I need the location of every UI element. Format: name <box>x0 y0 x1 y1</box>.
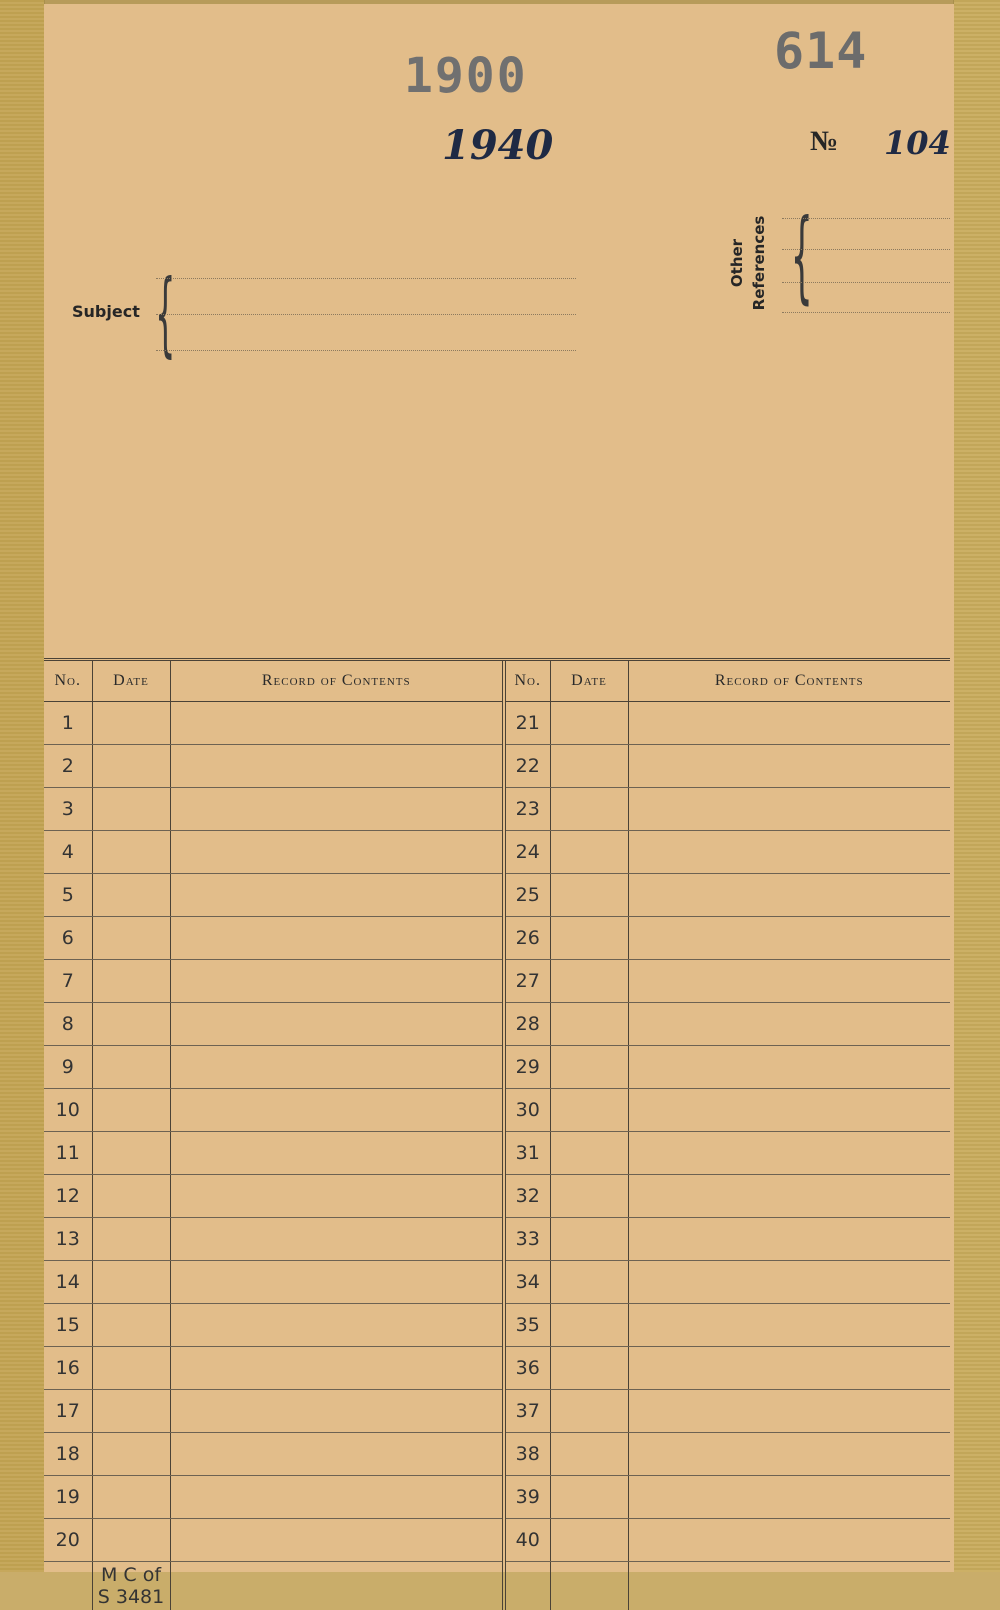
table-row <box>44 702 950 745</box>
row-number-right: 31 <box>504 1132 550 1175</box>
stamped-year: 1900 <box>404 48 528 104</box>
row-number-left: 11 <box>44 1132 92 1175</box>
table-row-footer <box>44 1562 950 1610</box>
date-cell[interactable] <box>92 1261 170 1304</box>
record-cell[interactable] <box>170 702 504 745</box>
date-cell[interactable] <box>92 831 170 874</box>
record-cell[interactable] <box>170 831 504 874</box>
footer-cell <box>44 1562 92 1610</box>
date-cell[interactable] <box>92 1132 170 1175</box>
date-cell[interactable] <box>550 1433 628 1476</box>
row-number-right: 30 <box>504 1089 550 1132</box>
record-cell[interactable] <box>170 1003 504 1046</box>
date-cell[interactable] <box>92 874 170 917</box>
stamped-file-number: 614 <box>774 22 867 80</box>
header-no-right: No. <box>504 661 550 702</box>
record-cell[interactable] <box>628 1519 950 1562</box>
other-references-line[interactable] <box>782 282 950 283</box>
row-number-right: 28 <box>504 1003 550 1046</box>
date-cell[interactable] <box>550 1390 628 1433</box>
other-references-line[interactable] <box>782 249 950 250</box>
record-cell[interactable] <box>628 831 950 874</box>
date-cell[interactable] <box>550 1218 628 1261</box>
subject-brace: { <box>155 268 175 360</box>
row-number-left: 19 <box>44 1476 92 1519</box>
record-cell[interactable] <box>170 1218 504 1261</box>
table-row <box>44 745 950 788</box>
table-row <box>44 1218 950 1261</box>
date-cell[interactable] <box>550 1003 628 1046</box>
subject-line[interactable] <box>156 278 576 279</box>
row-number-right: 40 <box>504 1519 550 1562</box>
row-number-left: 14 <box>44 1261 92 1304</box>
handwritten-number: 104 <box>884 124 951 162</box>
row-number-left: 15 <box>44 1304 92 1347</box>
footer-cell <box>550 1562 628 1610</box>
record-cell[interactable] <box>170 1304 504 1347</box>
subject-label: Subject <box>72 302 140 321</box>
table-row <box>44 1046 950 1089</box>
table-row <box>44 1304 950 1347</box>
header-no-left: No. <box>44 661 92 702</box>
other-references-brace: { <box>791 206 813 306</box>
date-cell[interactable] <box>550 874 628 917</box>
date-cell[interactable] <box>550 1089 628 1132</box>
row-number-left: 5 <box>44 874 92 917</box>
header-record-left: Record of Contents <box>170 661 504 702</box>
table-row <box>44 874 950 917</box>
header-date-right: Date <box>550 661 628 702</box>
footer-cell <box>504 1562 550 1610</box>
other-references-block <box>726 208 786 318</box>
date-cell[interactable] <box>550 1476 628 1519</box>
table-row <box>44 917 950 960</box>
footer-cell <box>170 1562 504 1610</box>
right-binding-strip <box>953 0 1000 1572</box>
date-cell[interactable] <box>92 745 170 788</box>
row-number-right: 24 <box>504 831 550 874</box>
record-cell[interactable] <box>170 1433 504 1476</box>
row-number-right: 39 <box>504 1476 550 1519</box>
date-cell[interactable] <box>92 1347 170 1390</box>
row-number-right: 32 <box>504 1175 550 1218</box>
record-cell[interactable] <box>628 874 950 917</box>
other-references-line[interactable] <box>782 218 950 219</box>
table-row <box>44 1175 950 1218</box>
row-number-right: 25 <box>504 874 550 917</box>
date-cell[interactable] <box>550 831 628 874</box>
record-cell[interactable] <box>628 1046 950 1089</box>
row-number-right: 36 <box>504 1347 550 1390</box>
number-label: № <box>810 126 838 158</box>
header-record-right: Record of Contents <box>628 661 950 702</box>
record-cell[interactable] <box>170 1132 504 1175</box>
row-number-left: 9 <box>44 1046 92 1089</box>
date-cell[interactable] <box>92 1218 170 1261</box>
record-cell[interactable] <box>628 1261 950 1304</box>
row-number-right: 26 <box>504 917 550 960</box>
row-number-right: 37 <box>504 1390 550 1433</box>
row-number-left: 1 <box>44 702 92 745</box>
row-number-right: 33 <box>504 1218 550 1261</box>
date-cell[interactable] <box>92 1003 170 1046</box>
row-number-right: 27 <box>504 960 550 1003</box>
date-cell[interactable] <box>92 917 170 960</box>
row-number-left: 8 <box>44 1003 92 1046</box>
date-cell[interactable] <box>92 960 170 1003</box>
record-table <box>44 661 950 1610</box>
record-cell[interactable] <box>170 1046 504 1089</box>
record-cell[interactable] <box>628 1433 950 1476</box>
record-cell[interactable] <box>628 917 950 960</box>
record-cell[interactable] <box>628 1304 950 1347</box>
date-cell[interactable] <box>92 702 170 745</box>
table-row <box>44 1433 950 1476</box>
date-cell[interactable] <box>550 1347 628 1390</box>
record-cell[interactable] <box>628 1003 950 1046</box>
record-cell[interactable] <box>170 1519 504 1562</box>
record-cell[interactable] <box>628 702 950 745</box>
date-cell[interactable] <box>550 1519 628 1562</box>
row-number-right: 38 <box>504 1433 550 1476</box>
date-cell[interactable] <box>550 788 628 831</box>
date-cell[interactable] <box>92 1390 170 1433</box>
record-cell[interactable] <box>628 1476 950 1519</box>
subject-line[interactable] <box>156 314 576 315</box>
footer-cell <box>628 1562 950 1610</box>
date-cell[interactable] <box>550 1132 628 1175</box>
date-cell[interactable] <box>550 1175 628 1218</box>
record-cell[interactable] <box>170 917 504 960</box>
record-cell[interactable] <box>170 788 504 831</box>
date-cell[interactable] <box>550 917 628 960</box>
form-number: M C of S 3481 <box>92 1562 170 1610</box>
record-cell[interactable] <box>628 1218 950 1261</box>
date-cell[interactable] <box>550 1261 628 1304</box>
table-row <box>44 1261 950 1304</box>
table-row <box>44 1476 950 1519</box>
row-number-left: 18 <box>44 1433 92 1476</box>
row-number-right: 29 <box>504 1046 550 1089</box>
table-row <box>44 1347 950 1390</box>
record-register <box>44 658 950 1610</box>
date-cell[interactable] <box>92 1175 170 1218</box>
record-cell[interactable] <box>628 1347 950 1390</box>
date-cell[interactable] <box>550 1304 628 1347</box>
record-cell[interactable] <box>170 1476 504 1519</box>
row-number-left: 3 <box>44 788 92 831</box>
record-cell[interactable] <box>170 1390 504 1433</box>
row-number-right: 34 <box>504 1261 550 1304</box>
record-cell[interactable] <box>170 874 504 917</box>
date-cell[interactable] <box>92 1046 170 1089</box>
date-cell[interactable] <box>92 1433 170 1476</box>
row-number-left: 17 <box>44 1390 92 1433</box>
date-cell[interactable] <box>550 745 628 788</box>
row-number-right: 22 <box>504 745 550 788</box>
record-cell[interactable] <box>170 960 504 1003</box>
row-number-left: 4 <box>44 831 92 874</box>
table-row <box>44 1132 950 1175</box>
date-cell[interactable] <box>550 960 628 1003</box>
row-number-left: 2 <box>44 745 92 788</box>
other-references-label: Other References <box>726 208 782 318</box>
date-cell[interactable] <box>92 1476 170 1519</box>
row-number-left: 13 <box>44 1218 92 1261</box>
row-number-right: 35 <box>504 1304 550 1347</box>
record-cell[interactable] <box>628 1390 950 1433</box>
date-cell[interactable] <box>550 1046 628 1089</box>
subject-line[interactable] <box>156 350 576 351</box>
table-row <box>44 1089 950 1132</box>
record-cell[interactable] <box>628 1132 950 1175</box>
record-cell[interactable] <box>628 960 950 1003</box>
record-cell[interactable] <box>628 1175 950 1218</box>
record-cell[interactable] <box>170 1175 504 1218</box>
table-row <box>44 831 950 874</box>
left-binding-strip <box>0 0 45 1572</box>
date-cell[interactable] <box>92 1089 170 1132</box>
table-row <box>44 1390 950 1433</box>
table-header-row <box>44 661 950 702</box>
handwritten-year: 1940 <box>442 122 553 169</box>
table-row <box>44 788 950 831</box>
row-number-right: 21 <box>504 702 550 745</box>
record-cell[interactable] <box>628 745 950 788</box>
row-number-left: 7 <box>44 960 92 1003</box>
row-number-left: 20 <box>44 1519 92 1562</box>
record-cell[interactable] <box>170 745 504 788</box>
row-number-left: 6 <box>44 917 92 960</box>
record-cell[interactable] <box>170 1347 504 1390</box>
date-cell[interactable] <box>92 1519 170 1562</box>
table-row <box>44 1519 950 1562</box>
other-references-line[interactable] <box>782 312 950 313</box>
table-row <box>44 1003 950 1046</box>
table-row <box>44 960 950 1003</box>
record-cell[interactable] <box>628 1089 950 1132</box>
header-date-left: Date <box>92 661 170 702</box>
record-cell[interactable] <box>628 788 950 831</box>
row-number-left: 10 <box>44 1089 92 1132</box>
date-cell[interactable] <box>550 702 628 745</box>
row-number-right: 23 <box>504 788 550 831</box>
record-cell[interactable] <box>170 1261 504 1304</box>
record-cell[interactable] <box>170 1089 504 1132</box>
table-body <box>44 702 950 1610</box>
date-cell[interactable] <box>92 1304 170 1347</box>
row-number-left: 16 <box>44 1347 92 1390</box>
row-number-left: 12 <box>44 1175 92 1218</box>
date-cell[interactable] <box>92 788 170 831</box>
